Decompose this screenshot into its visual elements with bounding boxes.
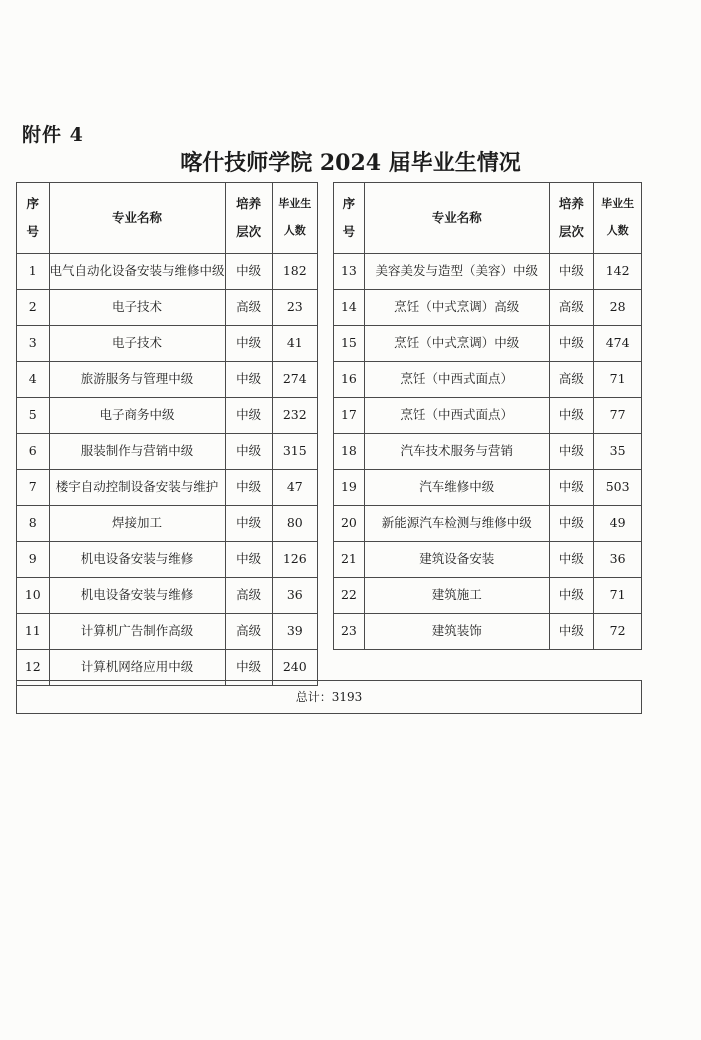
seq-cell: 9	[17, 542, 50, 578]
page-title: 喀什技师学院 2024 届毕业生情况	[180, 150, 521, 176]
table-row	[334, 290, 642, 326]
header-count	[272, 183, 317, 254]
count-cell: 126	[272, 542, 317, 578]
level-cell: 中级	[549, 398, 594, 434]
level-cell: 中级	[549, 326, 594, 362]
count-cell: 232	[272, 398, 317, 434]
header-count-line2: 人数	[606, 224, 629, 237]
major-cell: 电子技术	[49, 290, 225, 326]
seq-cell: 7	[17, 470, 50, 506]
table-row	[334, 362, 642, 398]
major-cell: 建筑装饰	[364, 614, 549, 650]
count-cell: 80	[272, 506, 317, 542]
header-level-line1: 培养	[558, 195, 584, 211]
graduates-table-right	[333, 182, 642, 650]
seq-cell: 5	[17, 398, 50, 434]
level-cell: 中级	[549, 506, 594, 542]
header-level-line1: 培养	[236, 195, 262, 211]
header-count-line2: 人数	[283, 224, 306, 237]
major-cell: 美容美发与造型（美容）中级	[364, 254, 549, 290]
major-cell: 电气自动化设备安装与维修中级	[49, 254, 225, 290]
seq-cell: 11	[17, 614, 50, 650]
seq-cell: 6	[17, 434, 50, 470]
count-cell: 49	[594, 506, 642, 542]
level-cell: 中级	[549, 470, 594, 506]
table-row	[17, 506, 318, 542]
major-cell: 电子商务中级	[49, 398, 225, 434]
header-count-line1: 毕业生	[278, 197, 312, 211]
seq-cell: 22	[334, 578, 365, 614]
level-cell: 中级	[225, 506, 272, 542]
major-cell: 烹饪（中式烹调）中级	[364, 326, 549, 362]
major-cell: 烹饪（中西式面点）	[364, 362, 549, 398]
table-row	[17, 290, 318, 326]
header-seq-line2: 号	[26, 224, 40, 239]
table-row	[334, 614, 642, 650]
major-cell: 电子技术	[49, 326, 225, 362]
count-cell: 35	[594, 434, 642, 470]
level-cell: 高级	[225, 290, 272, 326]
level-cell: 中级	[549, 434, 594, 470]
seq-cell: 13	[334, 254, 365, 290]
header-seq-line1: 序	[26, 195, 40, 211]
major-cell: 新能源汽车检测与维修中级	[364, 506, 549, 542]
major-cell: 机电设备安装与维修	[49, 578, 225, 614]
count-cell: 36	[272, 578, 317, 614]
seq-cell: 10	[17, 578, 50, 614]
major-cell: 服装制作与营销中级	[49, 434, 225, 470]
count-cell: 77	[594, 398, 642, 434]
major-cell: 焊接加工	[49, 506, 225, 542]
table-row	[17, 398, 318, 434]
total-summary: 总计：3193	[16, 680, 642, 714]
major-cell: 建筑施工	[364, 578, 549, 614]
table-row	[17, 470, 318, 506]
header-count	[594, 183, 642, 254]
level-cell: 中级	[549, 578, 594, 614]
table-row	[17, 578, 318, 614]
major-cell: 计算机广告制作高级	[49, 614, 225, 650]
table-row	[334, 254, 642, 290]
seq-cell: 8	[17, 506, 50, 542]
level-cell: 高级	[549, 290, 594, 326]
header-level	[549, 183, 594, 254]
header-major: 专业名称	[49, 183, 225, 254]
table-row	[17, 254, 318, 290]
table-header-row	[17, 183, 318, 254]
count-cell: 47	[272, 470, 317, 506]
count-cell: 28	[594, 290, 642, 326]
seq-cell: 2	[17, 290, 50, 326]
level-cell: 中级	[225, 542, 272, 578]
major-cell: 烹饪（中西式面点）	[364, 398, 549, 434]
table-row	[17, 542, 318, 578]
table-row	[334, 434, 642, 470]
seq-cell: 12	[17, 650, 50, 686]
major-cell: 旅游服务与管理中级	[49, 362, 225, 398]
header-level	[225, 183, 272, 254]
major-cell: 汽车维修中级	[364, 470, 549, 506]
level-cell: 中级	[225, 650, 272, 686]
count-cell: 274	[272, 362, 317, 398]
major-cell: 建筑设备安装	[364, 542, 549, 578]
level-cell: 中级	[225, 434, 272, 470]
level-cell: 中级	[549, 542, 594, 578]
level-cell: 中级	[225, 326, 272, 362]
header-seq	[17, 183, 50, 254]
count-cell: 71	[594, 362, 642, 398]
table-row	[17, 362, 318, 398]
count-cell: 39	[272, 614, 317, 650]
count-cell: 23	[272, 290, 317, 326]
seq-cell: 16	[334, 362, 365, 398]
seq-cell: 15	[334, 326, 365, 362]
count-cell: 503	[594, 470, 642, 506]
attachment-label: 附件 4	[22, 124, 84, 146]
major-cell: 机电设备安装与维修	[49, 542, 225, 578]
count-cell: 41	[272, 326, 317, 362]
count-cell: 315	[272, 434, 317, 470]
major-cell: 楼宇自动控制设备安装与维护	[49, 470, 225, 506]
table-row	[334, 542, 642, 578]
table-row	[334, 326, 642, 362]
count-cell: 36	[594, 542, 642, 578]
seq-cell: 18	[334, 434, 365, 470]
count-cell: 71	[594, 578, 642, 614]
header-seq	[334, 183, 365, 254]
header-seq-line2: 号	[342, 224, 356, 239]
level-cell: 中级	[549, 254, 594, 290]
seq-cell: 1	[17, 254, 50, 290]
level-cell: 中级	[549, 614, 594, 650]
header-level-line2: 层次	[236, 224, 262, 239]
table-row	[17, 614, 318, 650]
table-row	[334, 470, 642, 506]
table-header-row	[334, 183, 642, 254]
table-row	[334, 506, 642, 542]
seq-cell: 19	[334, 470, 365, 506]
level-cell: 高级	[225, 578, 272, 614]
count-cell: 240	[272, 650, 317, 686]
seq-cell: 3	[17, 326, 50, 362]
level-cell: 中级	[225, 470, 272, 506]
count-cell: 474	[594, 326, 642, 362]
seq-cell: 21	[334, 542, 365, 578]
seq-cell: 14	[334, 290, 365, 326]
level-cell: 中级	[225, 254, 272, 290]
count-cell: 182	[272, 254, 317, 290]
major-cell: 计算机网络应用中级	[49, 650, 225, 686]
major-cell: 汽车技术服务与营销	[364, 434, 549, 470]
count-cell: 142	[594, 254, 642, 290]
header-level-line2: 层次	[558, 224, 584, 239]
table-row	[334, 398, 642, 434]
table-row	[17, 326, 318, 362]
graduates-table-left	[16, 182, 318, 686]
header-major: 专业名称	[364, 183, 549, 254]
major-cell: 烹饪（中式烹调）高级	[364, 290, 549, 326]
header-seq-line1: 序	[342, 195, 356, 211]
level-cell: 高级	[225, 614, 272, 650]
seq-cell: 17	[334, 398, 365, 434]
table-row	[334, 578, 642, 614]
level-cell: 中级	[225, 362, 272, 398]
count-cell: 72	[594, 614, 642, 650]
seq-cell: 23	[334, 614, 365, 650]
header-count-line1: 毕业生	[601, 197, 635, 211]
level-cell: 中级	[225, 398, 272, 434]
level-cell: 高级	[549, 362, 594, 398]
seq-cell: 4	[17, 362, 50, 398]
table-row	[17, 434, 318, 470]
seq-cell: 20	[334, 506, 365, 542]
